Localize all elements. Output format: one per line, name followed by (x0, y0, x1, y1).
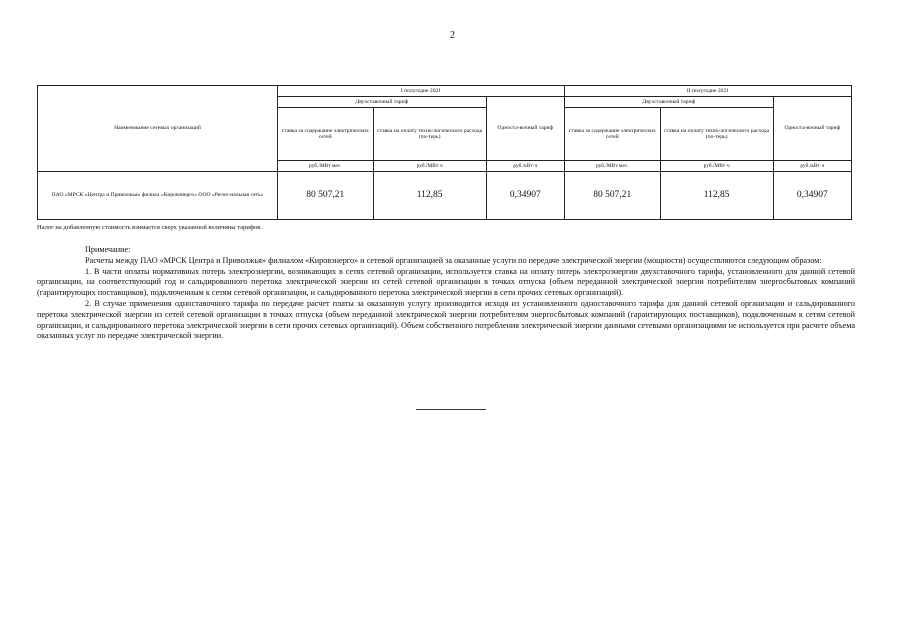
table-row (38, 172, 852, 220)
unit-cell: руб./МВт·ч (373, 161, 486, 172)
org-name-cell: ПАО «МРСК «Центра и Приволжья» филиал «Кировэнерго» ООО «Регио-нальная сеть» (38, 172, 278, 220)
notes-section (37, 245, 855, 342)
loss-rate-header-h1: ставка на оплату техно-логического расхода (по-терь) (373, 108, 486, 161)
notes-intro: Расчеты между ПАО «МРСК Центра и Приволжья» филиалом «Кировэнерго» и сетевой организацией за оказанные услуги по передаче электрической энергии (мощности) осуществляются следующим образом: (85, 255, 822, 265)
value-cell: 112,85 (660, 172, 773, 220)
unit-cell: руб./МВт мес. (277, 161, 373, 172)
value-cell: 80 507,21 (564, 172, 660, 220)
notes-title: Примечание: (85, 245, 131, 254)
unit-cell: руб./кВт·ч (486, 161, 564, 172)
value-cell: 112,85 (373, 172, 486, 220)
value-cell: 0,34907 (773, 172, 851, 220)
two-part-tariff-header-h1: Двухставочный тариф (277, 97, 486, 108)
value-cell: 0,34907 (486, 172, 564, 220)
end-divider (416, 409, 486, 410)
notes-item-1: 1. В части оплаты нормативных потерь электроэнергии, возникающих в сетях сетевой организации, используется ставка на оплату потерь электроэнергии двухставочного тарифа, установленного для данной сетевой организации, на соответствующий год и сальдированного перетока электрической энергии из сетей сетевой организации в точках отпуска (объем переданной электрической энергии потребителям энергосбытовых компаний (гарантирующих поставщиков), подключенным к сетям сетевой организации, и сальдированного перетока электрической энергии в сети прочих сетевых организаций). (37, 266, 855, 298)
loss-rate-header-h2: ставка на оплату техно-логического расхода (по-терь) (660, 108, 773, 161)
page-number: 2 (450, 30, 455, 41)
two-part-tariff-header-h2: Двухставочный тариф (564, 97, 773, 108)
notes-item-2: 2. В случае применения одноставочного тарифа по передаче расчет платы за оказанную услугу производится исходя из установленного одноставочного тарифа для данной сетевой организации и сальдированного перетока электрической энергии из сетей сетевой организации в точках отпуска (объем переданной электрической энергии потребителям энергосбытовых компаний (гарантирующих поставщиков), подключенным к сетям сетевой организации, и сальдированного перетока электрической энергии в сети прочих сетевых организаций). Объем собственного потребления электрической энергии данными сетевыми организациями не используется при расчете объема оказанных услуг по передаче электрической энергии. (37, 298, 855, 341)
unit-cell: руб./МВт мес. (564, 161, 660, 172)
value-cell: 80 507,21 (277, 172, 373, 220)
maintenance-rate-header-h1: ставка за содержание электрических сетей (277, 108, 373, 161)
vat-footnote: Налог на добавленную стоимость взимается сверх указанной величины тарифов. (37, 224, 262, 231)
org-column-header: Наименование сетевых организаций (38, 86, 278, 172)
unit-cell: руб./МВт·ч (660, 161, 773, 172)
period-header-h2: II полугодие 2021 (564, 86, 851, 97)
period-header-h1: I полугодие 2021 (277, 86, 564, 97)
unit-cell: руб./кВт·ч (773, 161, 851, 172)
maintenance-rate-header-h2: ставка за содержание электрических сетей (564, 108, 660, 161)
tariff-table (37, 85, 852, 220)
single-rate-header-h1: Односта-вочный тариф (486, 97, 564, 161)
single-rate-header-h2: Односта-вочный тариф (773, 97, 851, 161)
